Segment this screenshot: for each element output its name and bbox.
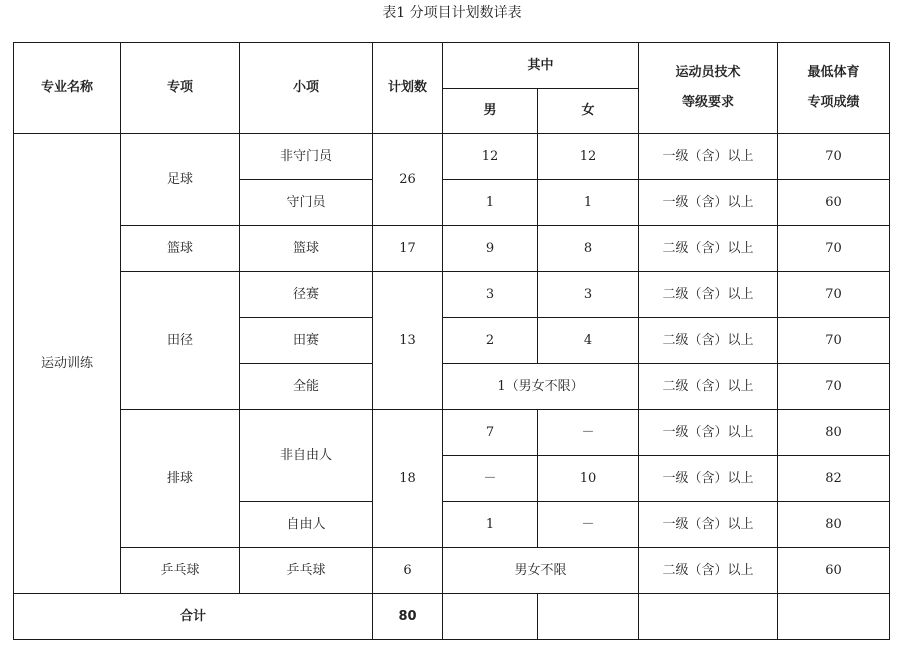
level-cell: 二级（含）以上 <box>639 318 778 364</box>
header-plan: 计划数 <box>373 43 443 134</box>
event-cell: 径赛 <box>240 272 373 318</box>
header-score-line2: 专项成绩 <box>807 95 860 110</box>
sport-cell: 乒乓球 <box>121 548 240 594</box>
event-cell: 非自由人 <box>240 410 373 502</box>
table-title: 表1 分项目计划数详表 <box>382 5 522 21</box>
male-cell: 7 <box>443 410 538 456</box>
female-cell: 1 <box>538 180 639 226</box>
gender-combined-cell: 1（男女不限） <box>443 364 639 410</box>
male-cell: 2 <box>443 318 538 364</box>
level-cell: 二级（含）以上 <box>639 548 778 594</box>
empty-cell <box>778 594 890 640</box>
total-row <box>14 594 890 640</box>
male-cell: 3 <box>443 272 538 318</box>
level-cell: 一级（含）以上 <box>639 502 778 548</box>
event-cell: 乒乓球 <box>240 548 373 594</box>
score-cell: 70 <box>778 364 890 410</box>
female-cell: 12 <box>538 134 639 180</box>
female-cell: － <box>538 410 639 456</box>
plan-cell: 13 <box>373 272 443 410</box>
plan-cell: 26 <box>373 134 443 226</box>
female-cell: 10 <box>538 456 639 502</box>
major-name-cell: 运动训练 <box>14 134 121 594</box>
plan-cell: 18 <box>373 410 443 548</box>
female-cell: － <box>538 502 639 548</box>
empty-cell <box>538 594 639 640</box>
female-cell: 8 <box>538 226 639 272</box>
event-cell: 守门员 <box>240 180 373 226</box>
plan-cell: 17 <box>373 226 443 272</box>
gender-combined-cell: 男女不限 <box>443 548 639 594</box>
event-cell: 非守门员 <box>240 134 373 180</box>
level-cell: 一级（含）以上 <box>639 134 778 180</box>
sport-cell: 田径 <box>121 272 240 410</box>
score-cell: 70 <box>778 226 890 272</box>
level-cell: 二级（含）以上 <box>639 272 778 318</box>
header-score <box>778 43 890 134</box>
event-cell: 自由人 <box>240 502 373 548</box>
male-cell: 12 <box>443 134 538 180</box>
table-row <box>14 410 890 456</box>
female-cell: 3 <box>538 272 639 318</box>
table-row <box>14 134 890 180</box>
score-cell: 70 <box>778 318 890 364</box>
total-label: 合计 <box>14 594 373 640</box>
score-cell: 80 <box>778 410 890 456</box>
plan-cell: 6 <box>373 548 443 594</box>
male-cell: 9 <box>443 226 538 272</box>
header-row <box>14 43 890 89</box>
level-cell: 一级（含）以上 <box>639 410 778 456</box>
header-sport: 专项 <box>121 43 240 134</box>
table-row <box>14 548 890 594</box>
sport-cell: 排球 <box>121 410 240 548</box>
header-major: 专业名称 <box>14 43 121 134</box>
score-cell: 70 <box>778 272 890 318</box>
level-cell: 一级（含）以上 <box>639 456 778 502</box>
header-among: 其中 <box>443 43 639 89</box>
sport-cell: 篮球 <box>121 226 240 272</box>
level-cell: 二级（含）以上 <box>639 364 778 410</box>
score-cell: 60 <box>778 548 890 594</box>
header-female: 女 <box>538 89 639 134</box>
male-cell: 1 <box>443 180 538 226</box>
plan-table <box>13 42 890 640</box>
header-event: 小项 <box>240 43 373 134</box>
table-row <box>14 272 890 318</box>
header-male: 男 <box>443 89 538 134</box>
sport-cell: 足球 <box>121 134 240 226</box>
table-row <box>14 226 890 272</box>
empty-cell <box>443 594 538 640</box>
female-cell: 4 <box>538 318 639 364</box>
score-cell: 60 <box>778 180 890 226</box>
header-level-line2: 等级要求 <box>682 95 735 110</box>
header-score-line1: 最低体育 <box>807 65 860 80</box>
event-cell: 田赛 <box>240 318 373 364</box>
header-level <box>639 43 778 134</box>
total-value: 80 <box>373 594 443 640</box>
empty-cell <box>639 594 778 640</box>
header-level-line1: 运动员技术 <box>675 65 741 80</box>
level-cell: 二级（含）以上 <box>639 226 778 272</box>
event-cell: 全能 <box>240 364 373 410</box>
score-cell: 82 <box>778 456 890 502</box>
male-cell: 1 <box>443 502 538 548</box>
male-cell: － <box>443 456 538 502</box>
score-cell: 70 <box>778 134 890 180</box>
score-cell: 80 <box>778 502 890 548</box>
level-cell: 一级（含）以上 <box>639 180 778 226</box>
event-cell: 篮球 <box>240 226 373 272</box>
